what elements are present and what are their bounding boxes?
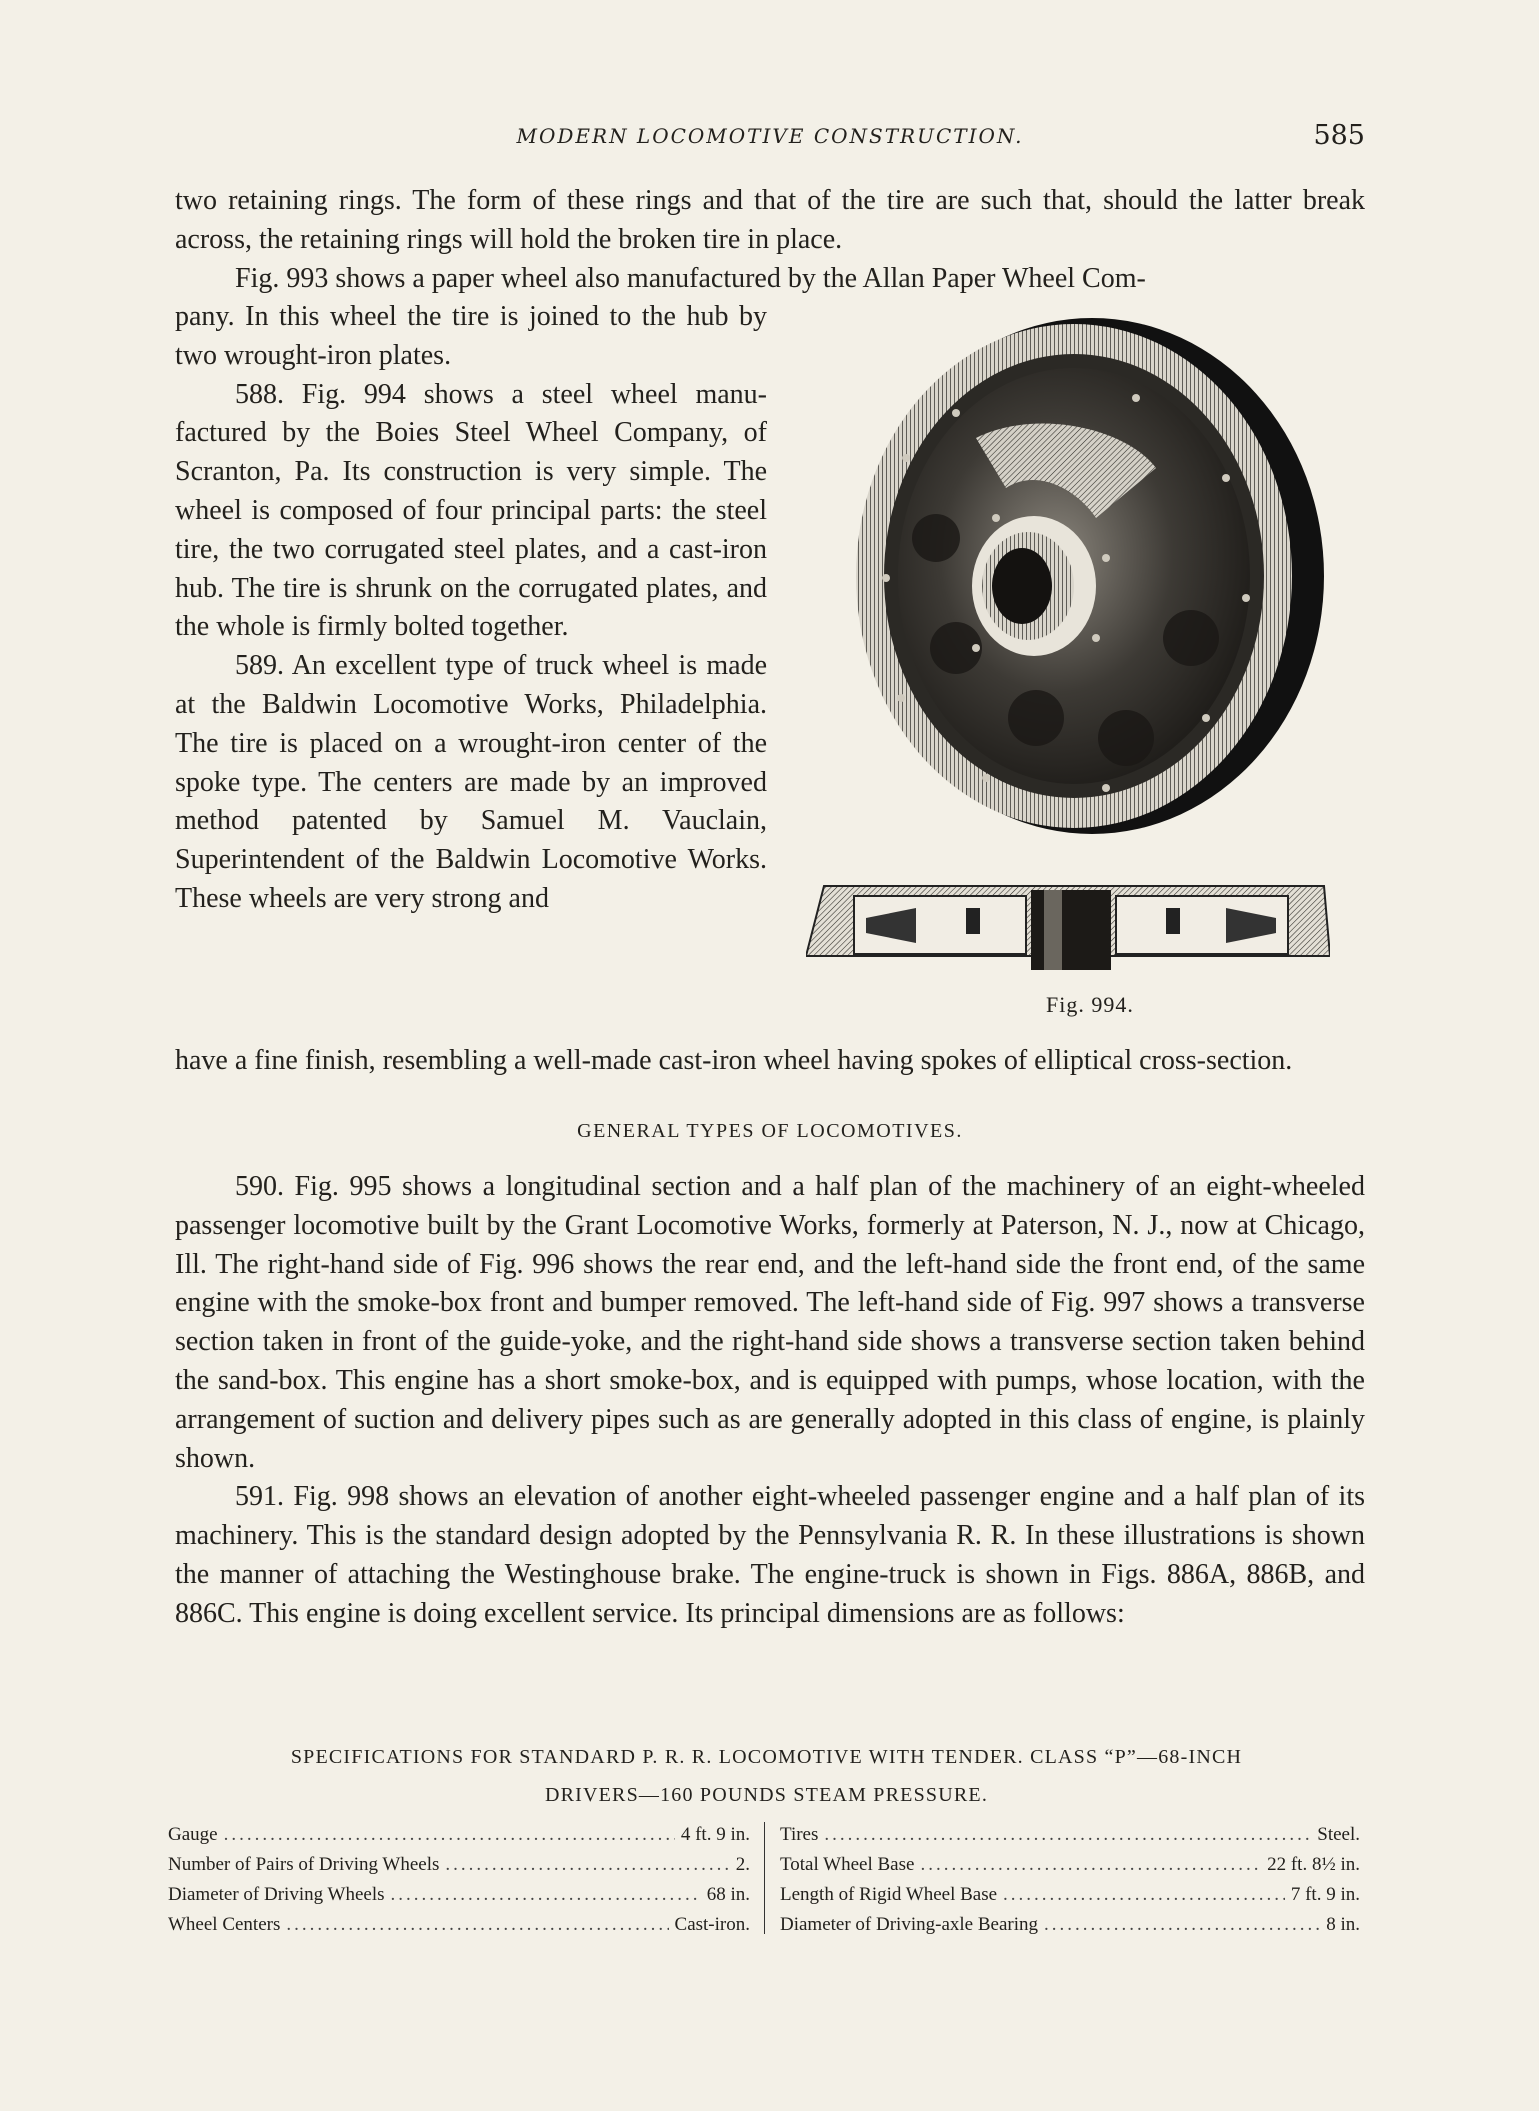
spec-row	[168, 1880, 750, 1910]
spec-divider	[764, 1822, 765, 1934]
spec-value: Cast-iron.	[674, 1914, 750, 1935]
spec-label: Tires	[780, 1824, 819, 1845]
paragraph: 590. Fig. 995 shows a longitudinal section and a half plan of the machinery of an eight-wheeled passenger locomotive built by the Grant Locomotive Works, formerly at Paterson, N. J., now at Chicago, Ill. The right-hand side of Fig. 996 shows the rear end, and the left-hand side the front end, of the same engine with the smoke-box front and bumper removed. The left-hand side of Fig. 997 shows a transverse section taken in front of the guide-yoke, and the right-hand side shows a transverse section taken behind the sand-box. This engine has a short smoke-box, and is equipped with pumps, whose location, with the arrangement of suction and delivery pipes such as are generally adopted in this class of engine, is plainly shown.	[175, 1171, 1365, 1474]
spec-label: Diameter of Driving-axle Bearing	[780, 1914, 1038, 1935]
paragraph: Fig. 993 shows a paper wheel also manufactured by the Allan Paper Wheel Com-	[235, 262, 1146, 294]
specifications-heading-line: DRIVERS—160 POUNDS STEAM PRESSURE.	[544, 1784, 989, 1806]
spec-value: Steel.	[1317, 1824, 1360, 1845]
spec-row	[168, 1850, 750, 1880]
running-title: MODERN LOCOMOTIVE CONSTRUCTION.	[516, 124, 1024, 148]
spec-row	[780, 1910, 1360, 1940]
figure-caption: Fig. 994.	[1046, 992, 1134, 1017]
page-number: 585	[1313, 120, 1365, 151]
spec-row	[780, 1820, 1360, 1850]
spec-value: 2.	[735, 1854, 750, 1875]
spec-label: Gauge	[168, 1824, 218, 1845]
spec-label: Number of Pairs of Driving Wheels	[168, 1854, 440, 1875]
spec-row	[168, 1820, 750, 1850]
paragraph: 588. Fig. 994 shows a steel wheel manufactured by the Boies Steel Wheel Company, of Scranton, Pa. Its construction is very simple. The wheel is composed of four principal parts: the steel tire, the two corrugated steel plates, and a cast-iron hub. The tire is shrunk on the corrugated plates, and the whole is firmly bolted together.	[175, 378, 767, 643]
page-header	[175, 120, 1365, 160]
spec-label: Diameter of Driving Wheels	[168, 1884, 385, 1905]
spec-value: 68 in.	[706, 1884, 750, 1905]
spec-label: Total Wheel Base	[780, 1854, 915, 1875]
wheel-section-view	[806, 886, 1330, 970]
specifications-heading-line: SPECIFICATIONS FOR STANDARD P. R. R. LOCOMOTIVE WITH TENDER. CLASS “P”—68-INCH	[290, 1746, 1243, 1768]
spec-value: 7 ft. 9 in.	[1290, 1884, 1360, 1905]
specifications-heading	[168, 1738, 1365, 1814]
paragraph: two retaining rings. The form of these rings and that of the tire are such that, should the latter break across, the retaining rings will hold the broken tire in place.	[175, 185, 1365, 255]
spec-row	[168, 1910, 750, 1940]
section-heading: GENERAL TYPES OF LOCOMOTIVES.	[577, 1120, 963, 1142]
body-text-after-figure	[175, 1042, 1365, 1081]
paragraph: have a fine finish, resembling a well-made cast-iron wheel having spokes of elliptical cross-section.	[175, 1045, 1293, 1076]
spec-label: Length of Rigid Wheel Base	[780, 1884, 998, 1905]
wheel-figure-illustration	[806, 318, 1330, 1008]
spec-value: 4 ft. 9 in.	[680, 1824, 750, 1845]
spec-table-right	[780, 1820, 1360, 1940]
spec-value: 22 ft. 8½ in.	[1267, 1854, 1360, 1875]
spec-label: Wheel Centers	[168, 1914, 281, 1935]
paragraph: pany. In this wheel the tire is joined to the hub by two wrought-iron plates.	[175, 301, 767, 371]
wheel-elevation	[856, 318, 1324, 834]
spec-row	[780, 1850, 1360, 1880]
body-text-narrow	[175, 298, 767, 919]
spec-table-left	[168, 1820, 750, 1940]
body-text-top	[175, 182, 1365, 298]
spec-row	[780, 1880, 1360, 1910]
paragraph: 591. Fig. 998 shows an elevation of another eight-wheeled passenger engine and a half plan of its machinery. This is the standard design adopted by the Pennsylvania R. R. In these illustrations is shown the manner of attaching the Westinghouse brake. The engine-truck is shown in Figs. 886A, 886B, and 886C. This engine is doing excellent service. Its principal dimensions are as follows:	[175, 1481, 1365, 1629]
spec-value: 8 in.	[1326, 1914, 1360, 1935]
body-text-main	[175, 1168, 1365, 1634]
paragraph: 589. An excellent type of truck wheel is made at the Baldwin Locomotive Works, Philadelphia. The tire is placed on a wrought-iron center of the spoke type. The centers are made by an improved method patented by Samuel M. Vauclain, Superintendent of the Baldwin Locomotive Works. These wheels are very strong and	[175, 650, 767, 914]
